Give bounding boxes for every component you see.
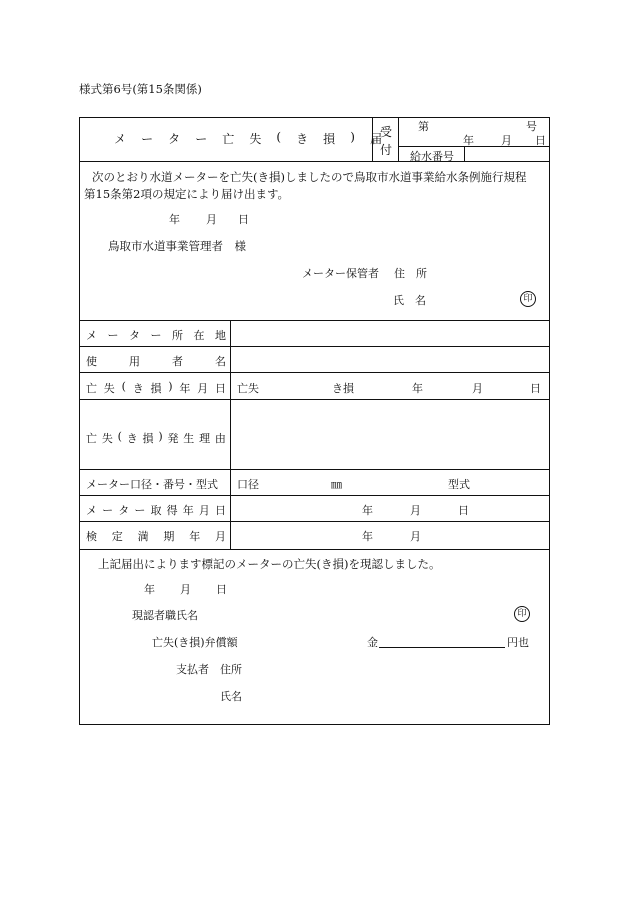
intro-date-month: 月 [206, 213, 217, 226]
row-user-label: 使 用 者 名 [86, 355, 226, 368]
staff-seal-icon: 印 [514, 606, 530, 622]
compensation-yen: 円也 [507, 636, 529, 649]
row-location-label: メ ー タ ー 所 在 地 [86, 329, 226, 342]
loss-date-day: 日 [530, 382, 541, 395]
intro-line-2: 第15条第2項の規定により届け出ます。 [84, 187, 290, 201]
acquired-month: 月 [410, 504, 421, 517]
confirm-date-month: 月 [180, 583, 191, 596]
reception-label-1: 受 [380, 125, 393, 139]
intro-line-1: 次のとおり水道メーターを亡失(き損)しましたので鳥取市水道事業給水条例施行規程 [92, 170, 527, 184]
row-meter-spec-label: メーター口径・番号・型式 [86, 478, 218, 491]
loss-date-month: 月 [472, 382, 483, 395]
confirm-text: 上記届出によります標記のメーターの亡失(き損)を現認しました。 [98, 557, 441, 571]
keeper-address-label: 住 所 [394, 267, 427, 280]
meter-caliber-unit: ㎜ [331, 478, 342, 491]
supply-number-label: 給水番号 [410, 150, 454, 163]
form-title: メ ー タ ー 亡 失 ( き 損 ) 届 [114, 130, 382, 146]
confirm-date-year: 年 [144, 583, 155, 596]
confirm-date-day: 日 [216, 583, 227, 596]
reception-month: 月 [501, 134, 512, 147]
acquired-day: 日 [458, 504, 469, 517]
payer-label: 支払者 [176, 663, 209, 676]
reception-day: 日 [535, 134, 546, 147]
loss-date-year: 年 [412, 382, 423, 395]
reception-year: 年 [463, 134, 474, 147]
acquired-year: 年 [362, 504, 373, 517]
compensation-label: 亡失(き損)弁償額 [152, 636, 238, 649]
notification-form [79, 117, 550, 725]
loss-date-damaged: き損 [332, 382, 354, 395]
addressee: 鳥取市水道事業管理者 様 [108, 239, 246, 253]
loss-date-lost: 亡失 [237, 382, 259, 395]
row-acquired-label: メ ー タ ー 取 得 年 月 日 [86, 504, 226, 517]
row-expiry-label: 検 定 満 期 年 月 [86, 530, 226, 543]
keeper-name-label: 氏 名 [393, 294, 426, 307]
compensation-amount-line[interactable] [379, 647, 505, 648]
row-reason-label: 亡 失 ( き 損 ) 発 生 理 由 [86, 430, 226, 445]
compensation-kin: 金 [367, 636, 378, 649]
payer-name-label: 氏名 [220, 690, 242, 703]
payer-address-label: 住所 [220, 663, 242, 676]
expiry-month: 月 [410, 530, 421, 543]
form-number: 様式第6号(第15条関係) [79, 82, 202, 96]
expiry-year: 年 [362, 530, 373, 543]
row-loss-date-label: 亡 失 ( き 損 ) 年 月 日 [86, 380, 226, 395]
meter-model: 型式 [448, 478, 470, 491]
keeper-label: メーター保管者 [302, 267, 379, 280]
intro-date-year: 年 [169, 213, 180, 226]
intro-date-day: 日 [238, 213, 249, 226]
reception-label-2: 付 [380, 143, 393, 157]
staff-label: 現認者職氏名 [132, 609, 198, 622]
seal-mark-icon: 印 [520, 291, 536, 307]
reception-dai: 第 [418, 120, 429, 133]
reception-go: 号 [526, 120, 537, 133]
meter-caliber: 口径 [237, 478, 259, 491]
